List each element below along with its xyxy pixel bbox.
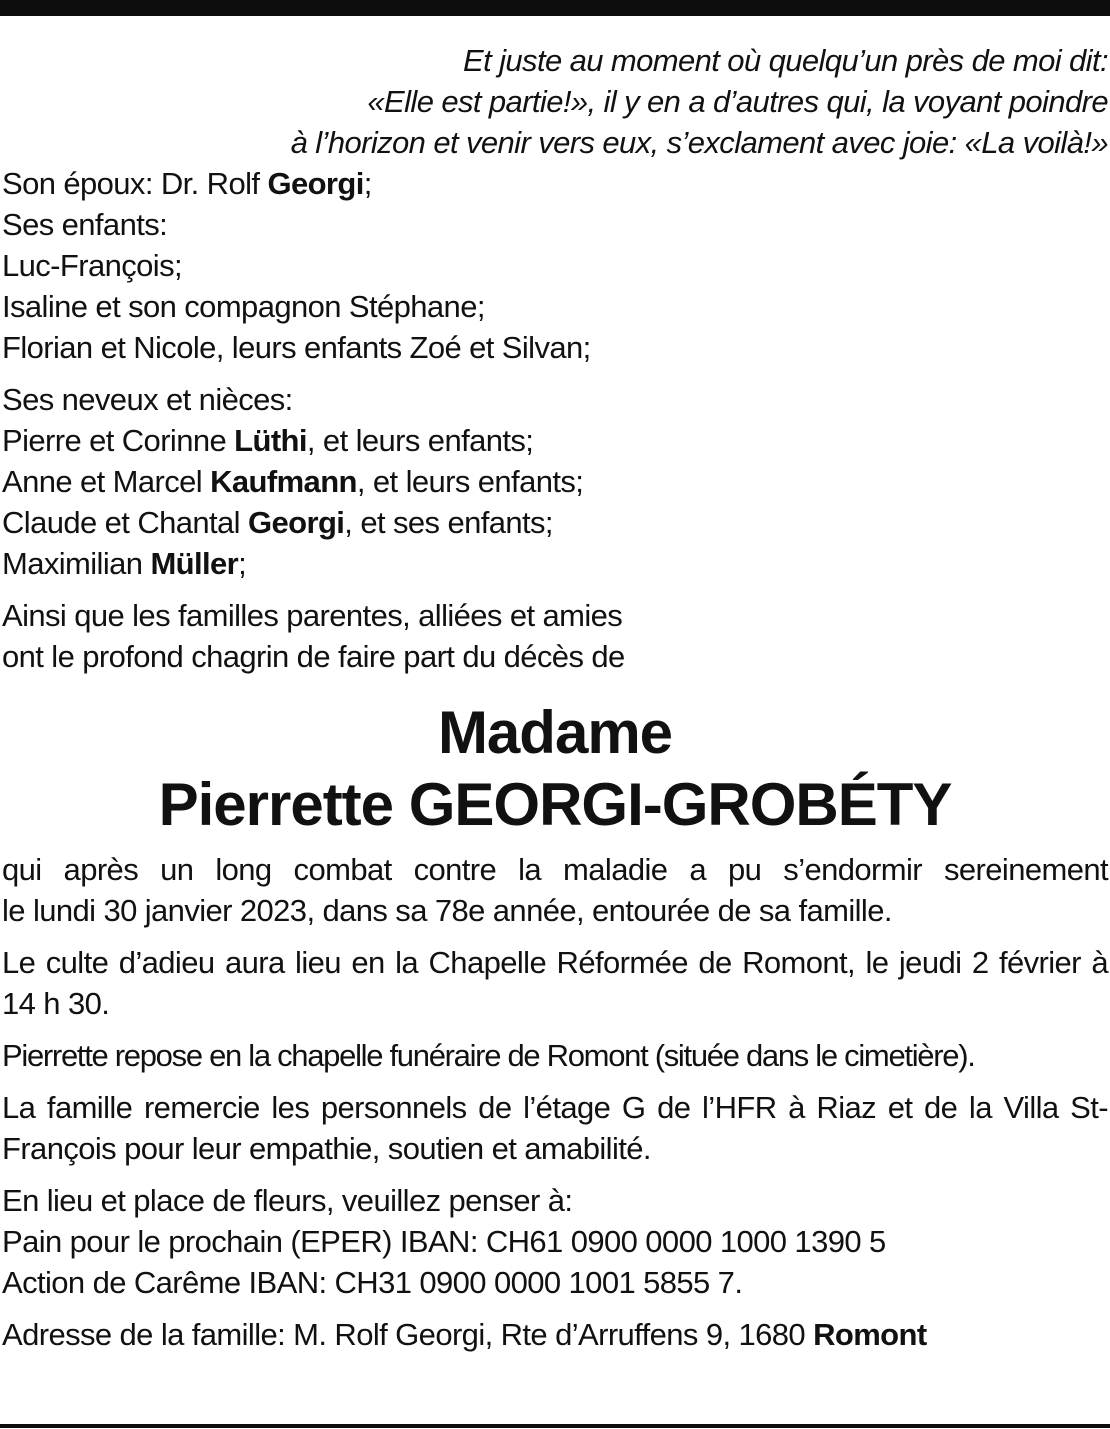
address-paragraph (2, 1314, 1108, 1355)
donation-line: Action de Carême IBAN: CH31 0900 0000 1001 5855 7. (2, 1265, 743, 1300)
donation-intro: En lieu et place de fleurs, veuillez penser à: (2, 1183, 573, 1218)
death-line: le lundi 30 janvier 2023, dans sa 78e année, entourée de sa famille. (2, 893, 892, 928)
nephew-line: Pierre et Corinne Lüthi, et leurs enfants; (2, 423, 534, 458)
nephew-line: Claude et Chantal Georgi, et ses enfants; (2, 505, 553, 540)
quote-line: Et juste au moment où quelqu’un près de moi dit: (463, 43, 1108, 78)
death-line: qui après un long combat contre la maladie a pu s’endormir sereinement (2, 852, 1108, 887)
rest-line: Pierrette repose en la chapelle funéraire de Romont (située dans le cimetière). (2, 1038, 975, 1073)
ceremony-paragraph: Le culte d’adieu aura lieu en la Chapelle Réformée de Romont, le jeudi 2 février à 14 h 30. (2, 945, 1108, 1021)
address-line: Adresse de la famille: M. Rolf Georgi, Rte d’Arruffens 9, 1680 Romont (2, 1317, 927, 1352)
nephews-heading: Ses neveux et nièces: (2, 382, 293, 417)
family-list (2, 163, 1108, 368)
deceased-title: Madame (437, 699, 673, 766)
children-heading: Ses enfants: (2, 207, 168, 242)
nephew-line: Maximilian Müller; (2, 546, 247, 581)
donation-line: Pain pour le prochain (EPER) IBAN: CH61 0900 0000 1000 1390 5 (2, 1224, 886, 1259)
child-line: Luc-François; (2, 248, 182, 283)
rest-paragraph (2, 1035, 1108, 1076)
quote-line: à l’horizon et venir vers eux, s’exclament avec joie: «La voilà!» (290, 125, 1108, 160)
spouse-line: Son époux: Dr. Rolf Georgi; (2, 166, 372, 201)
bottom-rule (0, 1424, 1110, 1428)
announcement-line: Ainsi que les familles parentes, alliées et amies (2, 598, 623, 633)
nephew-line: Anne et Marcel Kaufmann, et leurs enfants; (2, 464, 584, 499)
top-rule (0, 0, 1110, 16)
announcement-line: ont le profond chagrin de faire part du décès de (2, 639, 625, 674)
epigraph-quote (2, 40, 1108, 163)
nephews-list (2, 379, 1108, 584)
obituary-notice (2, 40, 1108, 1355)
deceased-name: Pierrette GEORGI-GROBÉTY (158, 771, 952, 838)
thanks-paragraph: La famille remercie les personnels de l’étage G de l’HFR à Riaz et de la Villa St-François pour leur empathie, soutien et amabilité. (2, 1090, 1108, 1166)
announcement (2, 595, 1108, 677)
child-line: Isaline et son compagnon Stéphane; (2, 289, 485, 324)
deceased-name-heading (2, 697, 1108, 841)
quote-line: «Elle est partie!», il y en a d’autres qui, la voyant poindre (367, 84, 1108, 119)
donation-paragraph (2, 1180, 1108, 1303)
child-line: Florian et Nicole, leurs enfants Zoé et Silvan; (2, 330, 591, 365)
death-paragraph (2, 849, 1108, 931)
